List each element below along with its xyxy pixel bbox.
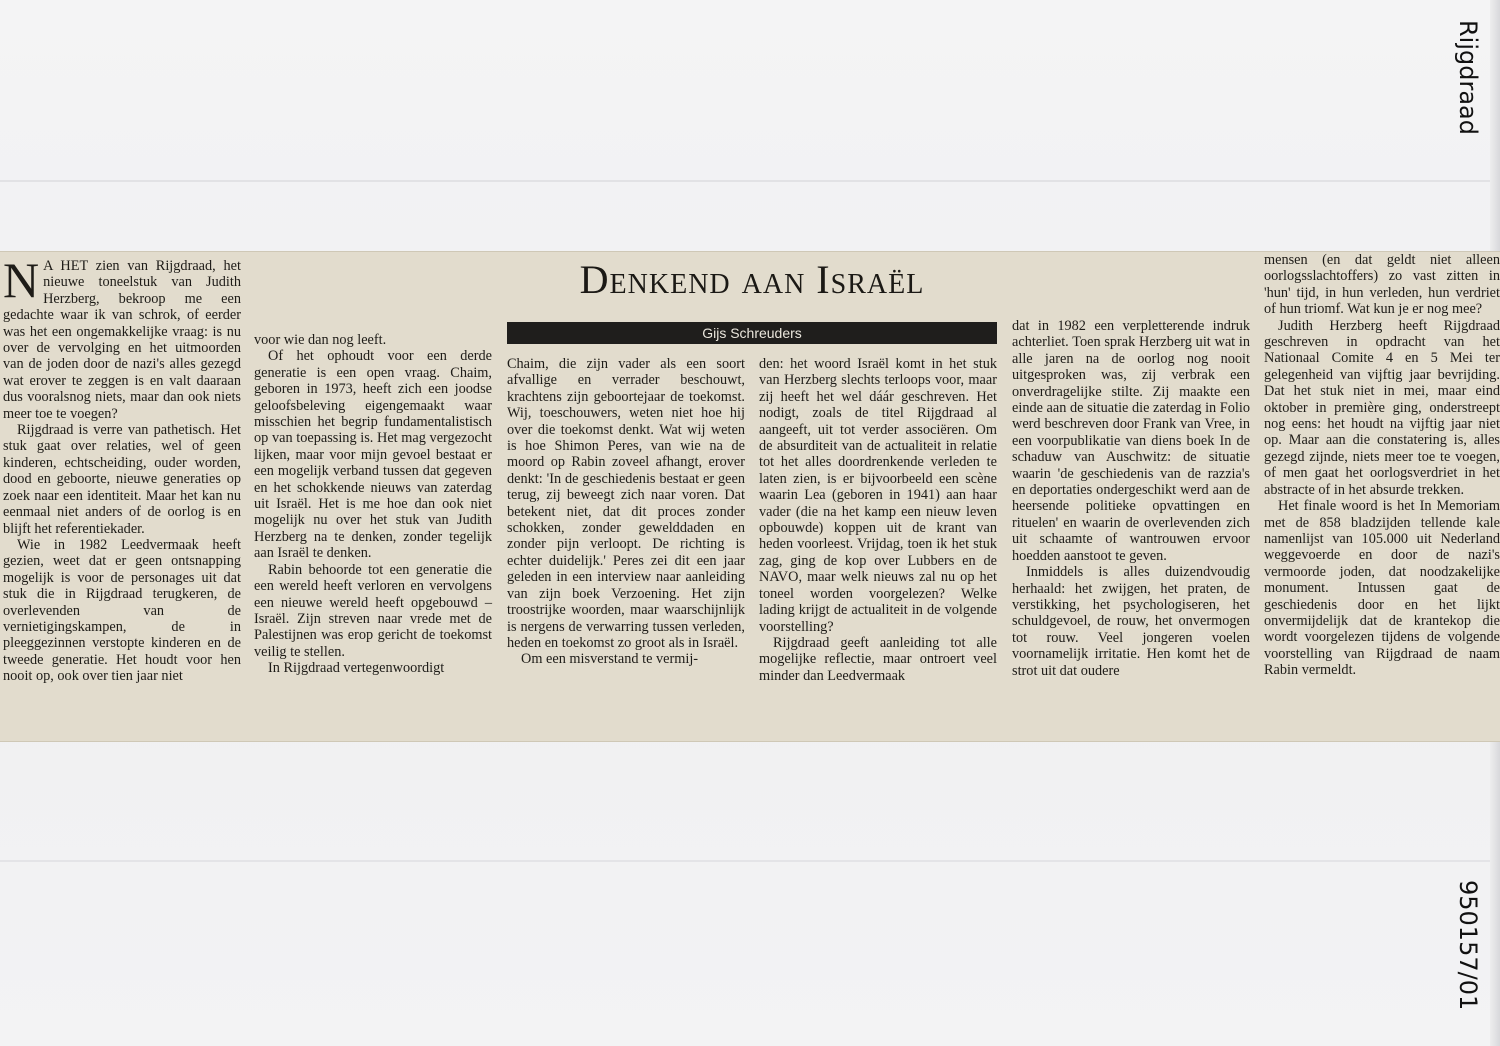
paragraph: Judith Herzberg heeft Rijgdraad geschreven in opdracht van het Nationaal Comite 4 en 5 Mei ter gelegenheid van vijftig jaar bevrijding. Dat het stuk niet in mei, maar eind oktober in première ging, onderstreept nog eens: het houdt na vijftig jaar niet op. Maar aan die constatering is, alles gezegd zijnde, niets meer toe te voegen, of men gaat het oorlogsverdriet in het abstracte of in het absurde trekken. — [1264, 317, 1500, 498]
paragraph: Wie in 1982 Leedvermaak heeft gezien, weet dat er geen ontsnapping mogelijk is voor de personages uit dat stuk die in Rijgdraad terugkeren, de overlevenden van de vernietigingskampen, de in pleeggezinnen verstopte kinderen en de tweede generatie. Het houdt voor hen nooit op, ook over tien jaar niet — [3, 536, 241, 685]
paragraph: Het finale woord is het In Memoriam met de 858 bladzijden tellende kale namenlijst van 105.000 uit Nederland weggevoerde en door de nazi's vermoorde joden, dat noodzakelijke monument. Intussen gaat de geschiedenis door en het lijkt onvermijdelijk dat de krantekop die wordt voorgelezen tijdens de volgende voorstelling van Rijgdraad de naam Rabin vermeldt. — [1264, 498, 1500, 679]
handwritten-archive-number: 950157/01 — [1454, 880, 1482, 1011]
handwritten-note-title: Rijgdraad — [1454, 20, 1482, 135]
paragraph: dat in 1982 een verpletterende indruk achterliet. Toen sprak Herzberg uit wat in alle jaren na de oorlog nog nooit uitgesproken was, zij verbrak een onverdragelijke stilte. Zij maakte een einde aan de situatie die zaterdag in Folio werd beschreven door Frank van Vree, in een voorpublikatie van diens boek In de schaduw van Auschwitz: de situatie waarin 'de geschiedenis van de razzia's en deportaties ondergeschikt werd aan de heersende politieke opvattingen en rituelen' en waarin de overlevenden zich uit schaamte of wantrouwen ervoor hoedden aanstoot te geven. — [1012, 318, 1250, 564]
drop-cap: N — [3, 252, 40, 308]
paragraph: Of het ophoudt voor een derde generatie is een open vraag. Chaim, geboren in 1973, heeft zich een joodse geloofsbeleving eigengemaakt waar misschien het begrip fundamentalistisch op van toepassing is. Het mag vergezocht lijken, maar voor mijn gevoel bestaat er een mogelijk verband tussen dat gegeven en het schokkende nieuws van zaterdag uit Israël. Het is me hoe dan ook niet mogelijk nu over het stuk van Judith Herzberg na te denken, zonder tegelijk aan Israël te denken. — [254, 348, 492, 562]
paragraph: In Rijgdraad vertegenwoordigt — [268, 660, 445, 677]
paragraph: Om een misverstand te vermij- — [521, 651, 699, 668]
article-column-4 — [759, 356, 997, 684]
article-column-3 — [507, 356, 745, 668]
article-column-1 — [3, 252, 241, 685]
page-fold-line — [0, 860, 1500, 862]
paragraph: mensen (en dat geldt niet alleen oorlogsslachtoffers) zo vast zitten in 'hun' tijd, in hun verleden, hun verdriet of hun triomf. Wat kun je er nog mee? — [1264, 252, 1500, 318]
paragraph: Rijgdraad geeft aanleiding tot alle mogelijke reflectie, maar ontroert veel minder dan Leedvermaak — [759, 634, 997, 684]
paragraph: Rijgdraad is verre van pathetisch. Het stuk gaat over relaties, wel of geen kinderen, echtscheiding, ouder worden, dood en geboorte, nieuwe generaties op zoek naar een identiteit. Maar het kan nu eenmaal niet anders of de oorlog is en blijft het referentiekader. — [3, 422, 241, 537]
newspaper-clipping — [0, 251, 1500, 742]
paragraph: A HET zien van Rijgdraad, het nieuwe toneelstuk van Judith Herzberg, bekroop me een gedachte waar ik van schrok, of eerder was het een ongemakkelijke vraag: is nu over de vervolging en het uitmoorden van de joden door de nazi's alles gezegd wat erover te zeggen is en valt daaraan dus vooralsnog niets, maar dan ook niets meer toe te voegen? — [3, 258, 241, 422]
paragraph: Inmiddels is alles duizendvoudig herhaald: het zwijgen, het praten, de verstikking, het psychologiseren, het schuldgevoel, de rouw, het onvermogen tot rouw. Veel jongeren voelen voornamelijk irritatie. Hen komt het de strot uit dat oudere — [1012, 564, 1250, 679]
article-column-2 — [254, 332, 492, 677]
article-headline: Denkend aan Israël — [579, 257, 925, 302]
paragraph: Rabin behoorde tot een generatie die een wereld heeft verloren en vervolgens een nieuwe wereld heeft opgebouwd – Israël. Zijn streven naar vrede met de Palestijnen was erop gericht de toekomst veilig te stellen. — [254, 561, 492, 660]
paragraph: den: het woord Israël komt in het stuk van Herzberg slechts terloops voor, maar zij heeft het wel dáár geschreven. Het nodigt, zoals de titel Rijgdraad al aangeeft, uit tot verder associëren. Om de absurditeit van de actualiteit in relatie tot het alles doordrenkende verleden te laten zien, is er bijvoorbeeld een scène waarin Lea (geboren in 1941) aan haar vader (die na het kamp een nieuw leven opbouwde) koppen uit de krant van heden voorleest. Vrijdag, toen ik het stuk zag, ging de kop over Lubbers en de NAVO, maar welk nieuws zal nu op het toneel worden voorgelezen? Welke lading krijgt de actualiteit in de volgende voorstelling? — [759, 356, 997, 635]
article-column-6 — [1264, 252, 1500, 679]
paragraph: Chaim, die zijn vader als een soort afvallige en verrader beschouwt, krachtens zijn geboortejaar de toekomst. Wij, toeschouwers, weten niet hoe hij over die toekomst denkt. Wat wij weten is hoe Shimon Peres, van wie na de moord op Rabin zoveel afhangt, erover denkt: 'In de geschiedenis bestaat er geen terug, zij beweegt zich naar voren. Dat betekent niet, dat dit proces zonder schokken, zonder gewelddaden en zonder pijn verloopt. De richting is echter duidelijk.' Peres zei dit een jaar geleden in een interview naar aanleiding van zijn boek Verzoening. Het zijn troostrijke woorden, maar waarschijnlijk is nergens de verwarring tussen verleden, heden en toekomst zo groot als in Israël. — [507, 356, 745, 651]
byline: Gijs Schreuders — [507, 322, 997, 344]
paragraph: voor wie dan nog leeft. — [254, 332, 387, 348]
page-fold-line — [0, 180, 1500, 182]
article-column-5 — [1012, 318, 1250, 679]
